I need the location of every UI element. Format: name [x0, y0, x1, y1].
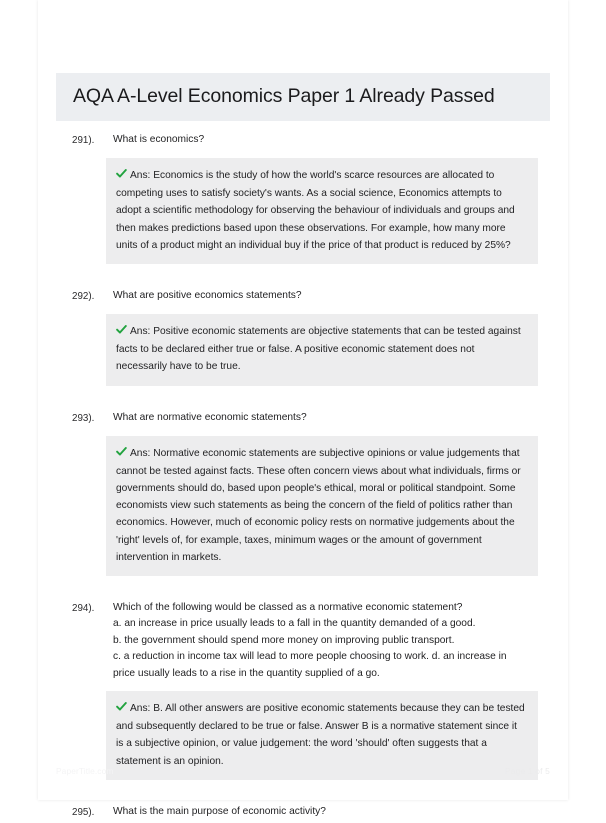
question-row [38, 804, 568, 821]
answer-text-wrapper [116, 445, 526, 566]
check-icon [116, 446, 127, 463]
check-icon [116, 168, 127, 185]
question-number: 291). [72, 135, 95, 146]
question-text: Which of the following would be classed as a normative economic statement? [113, 602, 463, 614]
option-c: c. a reduction in income tax will lead to more people choosing to work. d. an increase in [113, 651, 507, 663]
answer-box [106, 436, 538, 576]
question-body [113, 600, 568, 682]
footer-watermark: PaperTitle.com [56, 766, 114, 776]
question-text: What is the main purpose of economic activity? [113, 805, 326, 817]
question-text: What are normative economic statements? [113, 411, 307, 423]
question-row [38, 600, 568, 682]
answer-text: Ans: Normative economic statements are subjective opinions or value judgements that cannot be tested against facts. These often concern views about what individuals, firms or governments should do, based upon people's ethical, moral or political standpoint. Some economists view such statements as being the concern of the field of politics rather than economics. However, much of economic policy rests on normative judgements about the 'right' levels of, for example, taxes, minimum wages or the amount of government intervention in markets. [116, 447, 521, 563]
question-body [113, 804, 568, 820]
question-body [113, 132, 568, 148]
question-row [38, 410, 568, 427]
question-number: 294). [72, 603, 95, 615]
answer-box [106, 314, 538, 386]
question-block [38, 804, 568, 823]
page-number-label: Page 1 of 5 [504, 766, 550, 776]
option-d: price usually leads to a rise in the quantity supplied of a go. [113, 667, 380, 679]
option-a: a. an increase in price usually leads to a fall in the quantity demanded of a good. [113, 618, 476, 630]
question-block [38, 132, 568, 288]
question-body [113, 410, 568, 426]
answer-text-wrapper [116, 167, 526, 254]
answer-text-wrapper [116, 323, 526, 376]
option-b: b. the government should spend more money on improving public transport. [113, 634, 455, 646]
answer-text: Ans: Positive economic statements are objective statements that can be tested against facts to be declared either true or false. A positive economic statement does not necessarily have to be true. [116, 326, 521, 373]
question-number: 292). [72, 291, 95, 303]
question-body [113, 288, 568, 304]
question-text: What are positive economics statements? [113, 290, 302, 302]
answer-text: Ans: B. All other answers are positive economic statements because they can be tested and subsequently declared to be true or false. Answer B is a normative statement since it is a subjective opinion, or value judgement: the word 'should' often suggests that a statement is an opinion. [116, 703, 525, 767]
answer-text: Ans: Economics is the study of how the world's scarce resources are allocated to competing uses to satisfy society's wants. As a social science, Economics attempts to adopt a scientific methodology for observing the behaviour of individuals and groups and then makes predictions based upon these observations. For example, how many more units of a product might an individual buy if the price of that product is reduced by 25%? [116, 170, 515, 251]
answer-text-wrapper [116, 700, 526, 770]
check-icon [116, 324, 127, 341]
question-number: 293). [72, 412, 95, 424]
page-title: AQA A-Level Economics Paper 1 Already Passed [73, 85, 495, 108]
check-icon [116, 701, 127, 718]
document-title-band [56, 73, 550, 121]
question-options [113, 616, 540, 682]
page-footer [56, 766, 550, 776]
question-row [38, 132, 568, 149]
answer-box [106, 158, 538, 264]
question-number: 295). [72, 806, 95, 818]
question-block [38, 288, 568, 410]
questions-container [38, 132, 568, 823]
document-page [38, 0, 568, 818]
question-text: What is economics? [113, 134, 205, 145]
question-block [38, 410, 568, 600]
question-row [38, 288, 568, 305]
